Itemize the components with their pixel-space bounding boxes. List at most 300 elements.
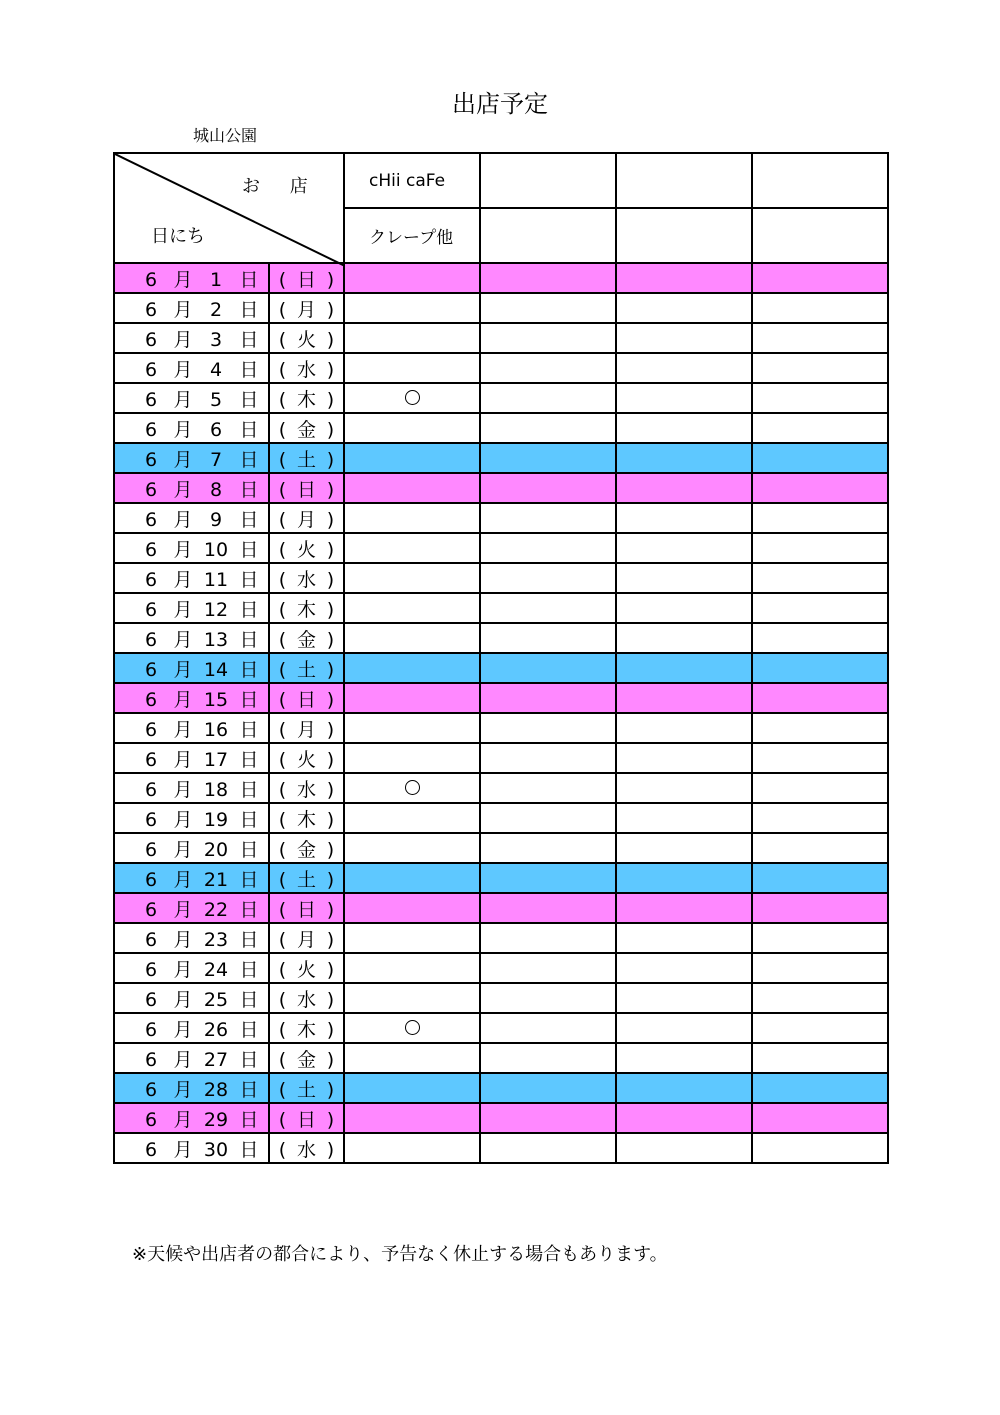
- weekday-label: 火: [296, 748, 316, 771]
- day-char: 日: [239, 1048, 259, 1071]
- month-number: 6: [144, 688, 158, 711]
- day-char: 日: [239, 298, 259, 321]
- date-cell: [114, 833, 269, 863]
- shop-name-cell: [752, 153, 888, 208]
- shop-day-cell: [480, 1013, 616, 1043]
- weekday-cell: [269, 323, 344, 353]
- day-char: 日: [239, 268, 259, 291]
- shop-item-cell: [480, 208, 616, 263]
- day-char: 日: [239, 718, 259, 741]
- day-row: [114, 773, 888, 803]
- paren-close: ): [326, 778, 335, 801]
- month-number: 6: [144, 718, 158, 741]
- paren-close: ): [326, 688, 335, 711]
- shop-day-cell: [616, 1133, 752, 1163]
- date-cell: [114, 473, 269, 503]
- page-title: 出店予定: [452, 90, 548, 118]
- month-number: 6: [144, 988, 158, 1011]
- paren-open: (: [278, 658, 287, 681]
- paren-close: ): [326, 808, 335, 831]
- open-circle-mark: [405, 780, 420, 795]
- shop-day-cell: [480, 383, 616, 413]
- day-number: 7: [209, 448, 223, 471]
- paren-open: (: [278, 328, 287, 351]
- day-char: 日: [239, 508, 259, 531]
- shop-day-cell: [480, 503, 616, 533]
- shop-day-cell: [480, 923, 616, 953]
- shop-day-cell: [480, 533, 616, 563]
- month-char: 月: [173, 1138, 193, 1161]
- paren-open: (: [278, 1138, 287, 1161]
- day-char: 日: [239, 538, 259, 561]
- weekday-label: 木: [296, 598, 316, 621]
- weekday-label: 金: [296, 418, 316, 441]
- shop-day-cell: [344, 923, 480, 953]
- shop-day-cell: [344, 563, 480, 593]
- shop-day-cell: [480, 563, 616, 593]
- month-number: 6: [144, 418, 158, 441]
- day-char: 日: [239, 928, 259, 951]
- shop-day-cell: [616, 803, 752, 833]
- shop-day-cell: [344, 1013, 480, 1043]
- day-number: 10: [203, 538, 229, 561]
- weekday-label: 月: [296, 718, 316, 741]
- day-number: 29: [203, 1108, 229, 1131]
- shop-day-cell: [480, 623, 616, 653]
- shop-day-cell: [480, 1043, 616, 1073]
- location-label: 城山公園: [193, 126, 258, 145]
- paren-close: ): [326, 898, 335, 921]
- shop-day-cell: [752, 983, 888, 1013]
- date-cell: [114, 293, 269, 323]
- month-char: 月: [173, 328, 193, 351]
- shop-day-cell: [344, 473, 480, 503]
- weekday-label: 水: [296, 358, 316, 381]
- month-char: 月: [173, 358, 193, 381]
- shop-day-cell: [480, 833, 616, 863]
- shop-day-cell: [480, 683, 616, 713]
- shop-day-cell: [480, 1073, 616, 1103]
- shop-day-cell: [752, 443, 888, 473]
- paren-close: ): [326, 328, 335, 351]
- shop-name-cell: [616, 153, 752, 208]
- day-row: [114, 533, 888, 563]
- shop-day-cell: [480, 653, 616, 683]
- shop-day-cell: [480, 983, 616, 1013]
- day-char: 日: [239, 358, 259, 381]
- month-number: 6: [144, 1138, 158, 1161]
- weekday-label: 日: [296, 478, 316, 501]
- weekday-cell: [269, 1133, 344, 1163]
- shop-day-cell: [752, 593, 888, 623]
- month-char: 月: [173, 568, 193, 591]
- shop-day-cell: [480, 353, 616, 383]
- month-char: 月: [173, 988, 193, 1011]
- date-cell: [114, 623, 269, 653]
- paren-close: ): [326, 658, 335, 681]
- paren-close: ): [326, 478, 335, 501]
- paren-open: (: [278, 298, 287, 321]
- paren-close: ): [326, 388, 335, 411]
- shop-day-cell: [616, 713, 752, 743]
- month-char: 月: [173, 268, 193, 291]
- month-number: 6: [144, 448, 158, 471]
- day-number: 17: [203, 748, 229, 771]
- month-number: 6: [144, 1018, 158, 1041]
- day-row: [114, 1043, 888, 1073]
- shop-day-cell: [752, 653, 888, 683]
- shop-day-cell: [344, 773, 480, 803]
- month-char: 月: [173, 508, 193, 531]
- day-row: [114, 413, 888, 443]
- shop-day-cell: [344, 443, 480, 473]
- weekday-label: 水: [296, 568, 316, 591]
- paren-open: (: [278, 1048, 287, 1071]
- day-row: [114, 593, 888, 623]
- month-number: 6: [144, 598, 158, 621]
- date-cell: [114, 953, 269, 983]
- shop-day-cell: [344, 503, 480, 533]
- day-number: 26: [203, 1018, 229, 1041]
- shop-day-cell: [752, 1133, 888, 1163]
- paren-close: ): [326, 568, 335, 591]
- month-number: 6: [144, 928, 158, 951]
- day-row: [114, 503, 888, 533]
- day-row: [114, 1133, 888, 1163]
- paren-close: ): [326, 1078, 335, 1101]
- shop-day-cell: [480, 953, 616, 983]
- day-number: 21: [203, 868, 229, 891]
- paren-open: (: [278, 508, 287, 531]
- weekday-cell: [269, 923, 344, 953]
- day-char: 日: [239, 838, 259, 861]
- day-number: 4: [209, 358, 223, 381]
- shop-day-cell: [616, 653, 752, 683]
- month-number: 6: [144, 358, 158, 381]
- shop-day-cell: [616, 1013, 752, 1043]
- day-number: 2: [209, 298, 223, 321]
- day-number: 27: [203, 1048, 229, 1071]
- paren-close: ): [326, 988, 335, 1011]
- shop-day-cell: [344, 1133, 480, 1163]
- shop-day-cell: [616, 413, 752, 443]
- weekday-cell: [269, 1073, 344, 1103]
- date-cell: [114, 503, 269, 533]
- paren-close: ): [326, 1138, 335, 1161]
- day-row: [114, 473, 888, 503]
- day-number: 22: [203, 898, 229, 921]
- weekday-cell: [269, 413, 344, 443]
- shop-day-cell: [344, 713, 480, 743]
- day-row: [114, 923, 888, 953]
- month-number: 6: [144, 748, 158, 771]
- date-cell: [114, 443, 269, 473]
- weekday-cell: [269, 473, 344, 503]
- shop-day-cell: [616, 863, 752, 893]
- shop-day-cell: [480, 773, 616, 803]
- month-char: 月: [173, 838, 193, 861]
- weekday-cell: [269, 1013, 344, 1043]
- open-circle-mark: [405, 390, 420, 405]
- shop-day-cell: [480, 863, 616, 893]
- date-cell: [114, 773, 269, 803]
- date-cell: [114, 593, 269, 623]
- month-char: 月: [173, 478, 193, 501]
- shop-day-cell: [616, 743, 752, 773]
- paren-close: ): [326, 268, 335, 291]
- day-char: 日: [239, 1138, 259, 1161]
- date-cell: [114, 683, 269, 713]
- shop-day-cell: [616, 1103, 752, 1133]
- day-row: [114, 263, 888, 293]
- weekday-cell: [269, 623, 344, 653]
- paren-close: ): [326, 928, 335, 951]
- shop-day-cell: [752, 503, 888, 533]
- weekday-cell: [269, 863, 344, 893]
- paren-open: (: [278, 358, 287, 381]
- shop-day-cell: [480, 443, 616, 473]
- paren-open: (: [278, 868, 287, 891]
- weekday-label: 月: [296, 298, 316, 321]
- month-number: 6: [144, 268, 158, 291]
- weekday-cell: [269, 533, 344, 563]
- day-number: 1: [209, 268, 223, 291]
- paren-close: ): [326, 1018, 335, 1041]
- shop-day-cell: [480, 593, 616, 623]
- shop-day-cell: [752, 1013, 888, 1043]
- month-number: 6: [144, 1108, 158, 1131]
- month-char: 月: [173, 718, 193, 741]
- shop-day-cell: [344, 743, 480, 773]
- day-number: 3: [209, 328, 223, 351]
- month-number: 6: [144, 568, 158, 591]
- weekday-cell: [269, 713, 344, 743]
- day-row: [114, 803, 888, 833]
- shop-day-cell: [752, 473, 888, 503]
- day-row: [114, 563, 888, 593]
- paren-close: ): [326, 418, 335, 441]
- paren-close: ): [326, 448, 335, 471]
- month-number: 6: [144, 388, 158, 411]
- paren-open: (: [278, 478, 287, 501]
- diagonal-divider: [115, 154, 345, 266]
- weekday-label: 火: [296, 958, 316, 981]
- shop-day-cell: [752, 623, 888, 653]
- weekday-cell: [269, 683, 344, 713]
- month-char: 月: [173, 628, 193, 651]
- shop-day-cell: [344, 1103, 480, 1133]
- shop-day-cell: [344, 683, 480, 713]
- day-row: [114, 953, 888, 983]
- paren-open: (: [278, 718, 287, 741]
- paren-close: ): [326, 1048, 335, 1071]
- date-cell: [114, 533, 269, 563]
- shop-day-cell: [344, 1073, 480, 1103]
- day-number: 20: [203, 838, 229, 861]
- shop-name-cell: [480, 153, 616, 208]
- day-char: 日: [239, 868, 259, 891]
- weekday-label: 水: [296, 778, 316, 801]
- shop-day-cell: [480, 323, 616, 353]
- date-cell: [114, 1133, 269, 1163]
- month-char: 月: [173, 778, 193, 801]
- shop-day-cell: [616, 923, 752, 953]
- shop-day-cell: [344, 413, 480, 443]
- weekday-cell: [269, 353, 344, 383]
- day-number: 28: [203, 1078, 229, 1101]
- shop-day-cell: [344, 893, 480, 923]
- month-number: 6: [144, 298, 158, 321]
- day-char: 日: [239, 448, 259, 471]
- month-number: 6: [144, 778, 158, 801]
- shop-day-cell: [616, 623, 752, 653]
- paren-open: (: [278, 538, 287, 561]
- day-number: 12: [203, 598, 229, 621]
- day-char: 日: [239, 328, 259, 351]
- month-char: 月: [173, 1078, 193, 1101]
- month-char: 月: [173, 658, 193, 681]
- shop-day-cell: [480, 803, 616, 833]
- corner-date-label: 日にち: [151, 226, 205, 247]
- month-char: 月: [173, 928, 193, 951]
- weekday-cell: [269, 1103, 344, 1133]
- shop-day-cell: [616, 1073, 752, 1103]
- paren-close: ): [326, 1108, 335, 1131]
- shop-day-cell: [344, 953, 480, 983]
- weekday-label: 木: [296, 388, 316, 411]
- date-cell: [114, 743, 269, 773]
- shop-day-cell: [752, 713, 888, 743]
- day-number: 19: [203, 808, 229, 831]
- day-number: 15: [203, 688, 229, 711]
- weekday-label: 日: [296, 1108, 316, 1131]
- month-char: 月: [173, 418, 193, 441]
- shop-day-cell: [480, 893, 616, 923]
- shop-day-cell: [344, 1043, 480, 1073]
- day-row: [114, 743, 888, 773]
- shop-day-cell: [616, 443, 752, 473]
- shop-day-cell: [344, 533, 480, 563]
- day-number: 8: [209, 478, 223, 501]
- paren-open: (: [278, 1078, 287, 1101]
- day-number: 23: [203, 928, 229, 951]
- day-number: 16: [203, 718, 229, 741]
- month-number: 6: [144, 958, 158, 981]
- month-char: 月: [173, 598, 193, 621]
- paren-close: ): [326, 538, 335, 561]
- date-cell: [114, 563, 269, 593]
- month-char: 月: [173, 688, 193, 711]
- date-cell: [114, 263, 269, 293]
- shop-day-cell: [344, 803, 480, 833]
- header-corner-cell: [114, 153, 344, 263]
- day-number: 9: [209, 508, 223, 531]
- shop-day-cell: [616, 353, 752, 383]
- day-row: [114, 383, 888, 413]
- day-row: [114, 293, 888, 323]
- weekday-cell: [269, 293, 344, 323]
- day-char: 日: [239, 388, 259, 411]
- month-number: 6: [144, 1078, 158, 1101]
- weekday-label: 土: [296, 868, 316, 891]
- day-number: 25: [203, 988, 229, 1011]
- paren-close: ): [326, 358, 335, 381]
- shop-day-cell: [752, 293, 888, 323]
- weekday-cell: [269, 443, 344, 473]
- shop-day-cell: [752, 773, 888, 803]
- shop-day-cell: [752, 533, 888, 563]
- shop-day-cell: [752, 923, 888, 953]
- date-cell: [114, 353, 269, 383]
- day-char: 日: [239, 598, 259, 621]
- shop-day-cell: [616, 953, 752, 983]
- shop-day-cell: [752, 263, 888, 293]
- shop-day-cell: [480, 1103, 616, 1133]
- day-row: [114, 983, 888, 1013]
- shop-day-cell: [344, 323, 480, 353]
- weekday-cell: [269, 263, 344, 293]
- weekday-label: 木: [296, 1018, 316, 1041]
- day-char: 日: [239, 988, 259, 1011]
- paren-open: (: [278, 898, 287, 921]
- paren-open: (: [278, 688, 287, 711]
- paren-open: (: [278, 928, 287, 951]
- shop-day-cell: [752, 383, 888, 413]
- day-number: 5: [209, 388, 223, 411]
- shop-day-cell: [344, 983, 480, 1013]
- shop-day-cell: [616, 383, 752, 413]
- date-cell: [114, 1073, 269, 1103]
- shop-day-cell: [616, 593, 752, 623]
- date-cell: [114, 1013, 269, 1043]
- weekday-cell: [269, 653, 344, 683]
- month-char: 月: [173, 1018, 193, 1041]
- day-char: 日: [239, 808, 259, 831]
- paren-open: (: [278, 418, 287, 441]
- shop-day-cell: [480, 263, 616, 293]
- shop-day-cell: [616, 533, 752, 563]
- date-cell: [114, 413, 269, 443]
- month-number: 6: [144, 508, 158, 531]
- paren-open: (: [278, 448, 287, 471]
- month-number: 6: [144, 898, 158, 921]
- weekday-label: 金: [296, 1048, 316, 1071]
- date-cell: [114, 1043, 269, 1073]
- weekday-cell: [269, 833, 344, 863]
- shop-day-cell: [480, 743, 616, 773]
- month-number: 6: [144, 478, 158, 501]
- shop-name-cell: cHii caFe: [344, 153, 480, 208]
- open-circle-mark: [405, 1020, 420, 1035]
- date-cell: [114, 983, 269, 1013]
- month-char: 月: [173, 748, 193, 771]
- day-char: 日: [239, 958, 259, 981]
- day-char: 日: [239, 1078, 259, 1101]
- weekday-label: 土: [296, 658, 316, 681]
- shop-day-cell: [616, 683, 752, 713]
- shop-day-cell: [344, 263, 480, 293]
- shop-day-cell: [752, 833, 888, 863]
- day-number: 30: [203, 1138, 229, 1161]
- shop-day-cell: [616, 323, 752, 353]
- shop-day-cell: [344, 833, 480, 863]
- shop-day-cell: [616, 1043, 752, 1073]
- day-char: 日: [239, 748, 259, 771]
- paren-close: ): [326, 298, 335, 321]
- date-cell: [114, 653, 269, 683]
- shop-item-cell: [752, 208, 888, 263]
- shop-day-cell: [344, 593, 480, 623]
